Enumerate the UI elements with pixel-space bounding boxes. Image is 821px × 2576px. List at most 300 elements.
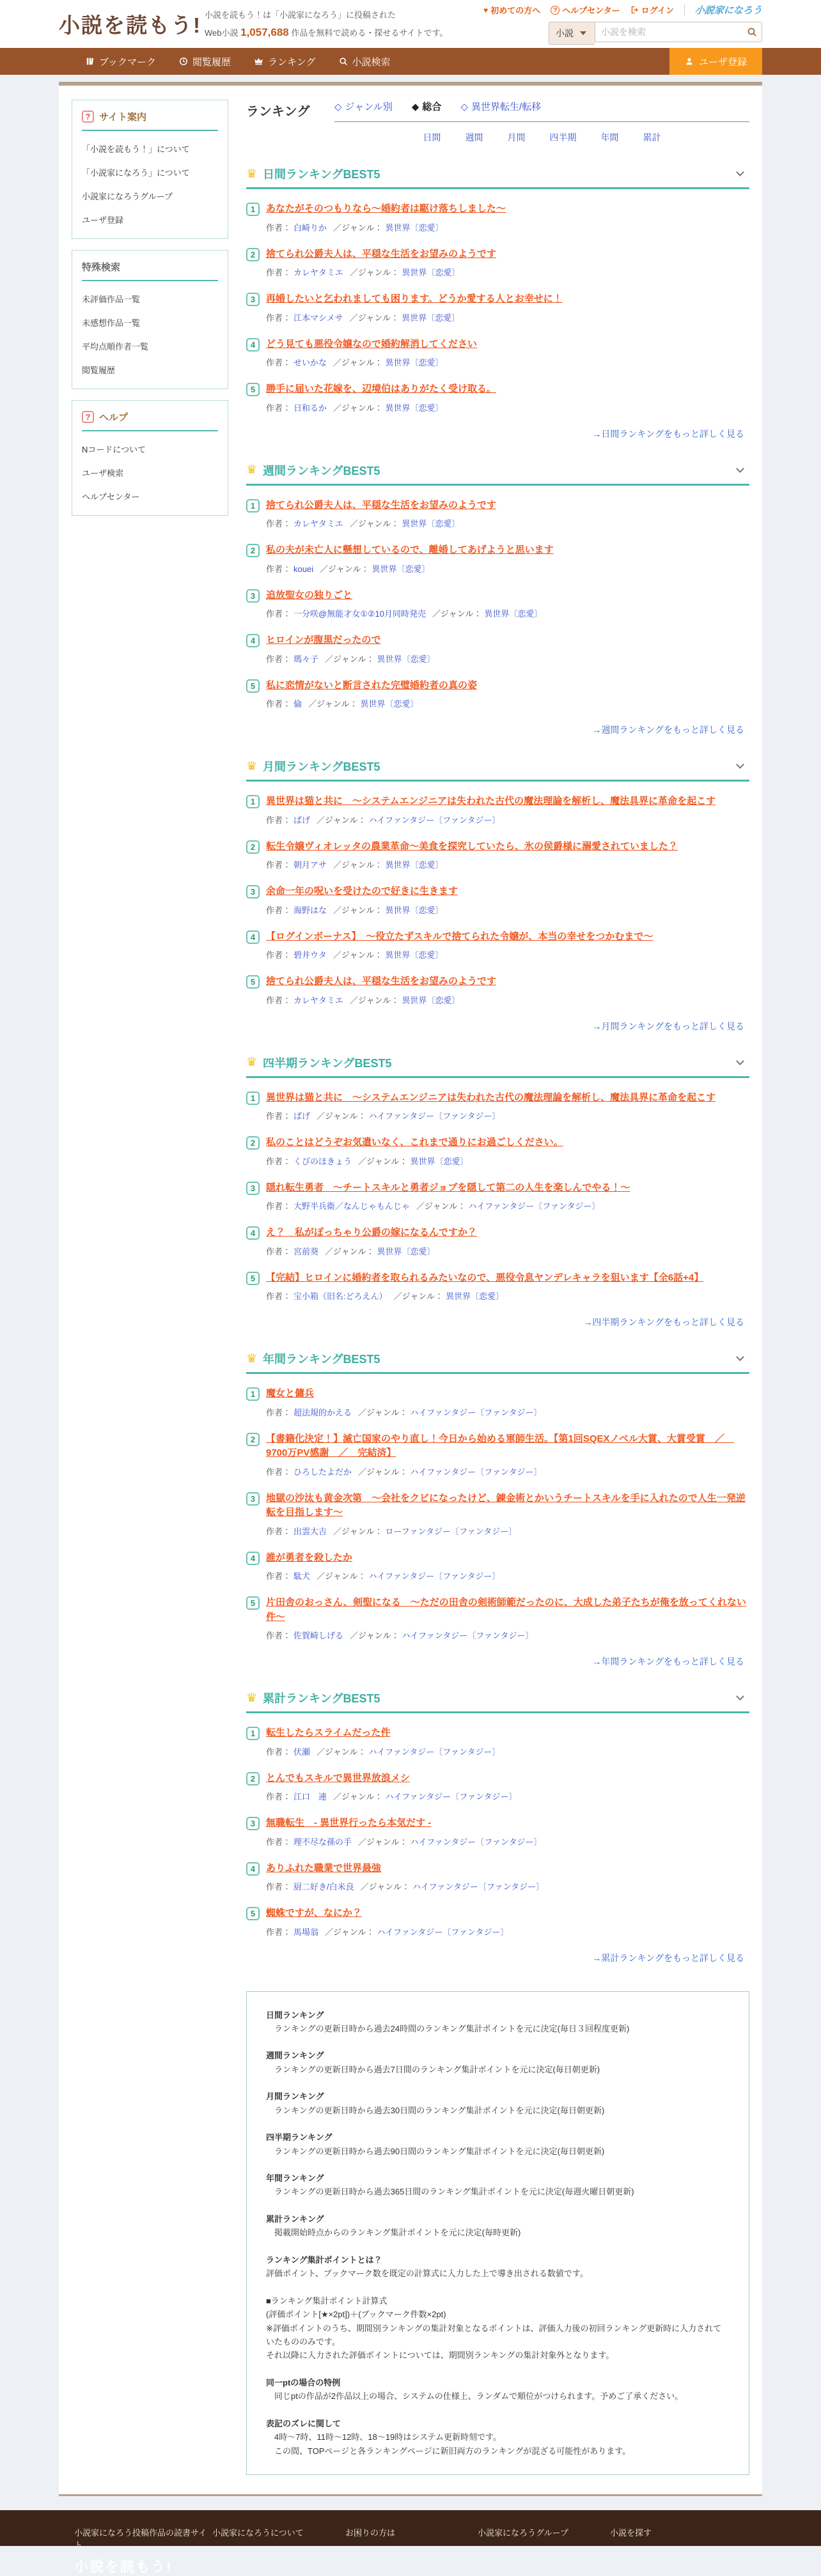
genre-link[interactable]: ハイファンタジー〔ファンタジー〕 (368, 1747, 501, 1757)
sidebar-item-about-narou[interactable]: 「小説家になろう」について (82, 168, 190, 178)
genre-label: ／ジャンル： (349, 995, 400, 1005)
novel-title-link[interactable]: とんでもスキルで異世界放浪メシ (266, 1772, 410, 1784)
author-label: 作者： (266, 609, 292, 619)
genre-link[interactable]: ハイファンタジー〔ファンタジー〕 (412, 1882, 545, 1892)
crown-icon (246, 167, 257, 181)
author-label: 作者： (266, 1837, 292, 1847)
genre-label: ／ジャンル： (333, 905, 383, 915)
author-label: 作者： (266, 403, 292, 413)
info-heading: ■ランキング集計ポイント計算式 (266, 2295, 387, 2306)
genre-label: ／ジャンル： (320, 564, 370, 574)
info-heading: 月間ランキング (266, 2092, 324, 2102)
info-heading: 週間ランキング (266, 2051, 324, 2061)
genre-label: ／ジャンル： (317, 1571, 366, 1581)
author-link[interactable]: 江口 連 (293, 1792, 327, 1801)
author-label: 作者： (266, 268, 292, 277)
ranking-item (246, 337, 749, 369)
ranking-item (246, 202, 749, 233)
genre-link[interactable]: 異世界〔恋愛〕 (360, 699, 419, 709)
crown-icon (246, 1055, 257, 1070)
tagline-line1: 小説を読もう！は「小説家になろう」に投稿された (205, 10, 396, 20)
novel-title-link[interactable]: 勝手に届いた花嫁を、辺境伯はありがたく受け取る。 (266, 383, 497, 394)
novel-title-link[interactable]: 無職転生 - 異世界行ったら本気だす - (266, 1817, 432, 1828)
narou-logo-link[interactable]: 小説家になろう (694, 5, 763, 16)
genre-label: ／ジャンル： (432, 609, 482, 619)
novel-title-link[interactable]: 隠れ転生勇者 ～チートスキルと勇者ジョブを隠して第二の人生を楽しんでやる！～ (266, 1182, 630, 1193)
genre-label: ／ジャンル： (317, 815, 366, 825)
author-link[interactable]: 佐賀崎しげる (293, 1631, 344, 1640)
footer-heading: 小説家になろうグループ (478, 2528, 568, 2538)
more-yearly-link[interactable]: →年間ランキングをもっと詳しく見る (592, 1656, 744, 1667)
genre-label: ／ジャンル： (349, 519, 400, 528)
crown-icon (246, 1352, 257, 1366)
genre-link[interactable]: ハイファンタジー〔ファンタジー〕 (410, 1407, 542, 1417)
author-label: 作者： (266, 905, 292, 915)
author-label: 作者： (266, 1292, 292, 1301)
more-daily-link[interactable]: →日間ランキングをもっと詳しく見る (592, 428, 744, 439)
genre-link[interactable]: ハイファンタジー〔ファンタジー〕 (385, 1792, 517, 1801)
period-tabs (334, 122, 749, 144)
novel-title-link[interactable]: 【完結】ヒロインに婚約者を取られるみたいなので、悪役令息ヤンデレキャラを狙います【全6話+4】 (266, 1272, 704, 1283)
info-line: ランキングの更新日時から過去7日間のランキング集計ポイントを元に決定(毎日朝更新) (274, 2064, 600, 2074)
genre-link[interactable]: ローファンタジー〔ファンタジー〕 (385, 1526, 517, 1536)
genre-label: ／ジャンル： (333, 403, 383, 413)
rank-badge: 1 (246, 1091, 260, 1105)
crown-icon (246, 1691, 257, 1706)
novel-title-link[interactable]: 捨てられ公爵夫人は、平穏な生活をお望みのようです (266, 499, 497, 511)
author-link[interactable]: 大野半兵衛／なんじゃもんじゃ (293, 1201, 410, 1211)
more-weekly-link[interactable]: →週間ランキングをもっと詳しく見る (592, 725, 744, 735)
ranking-item (246, 840, 749, 871)
section-title: 四半期ランキングBEST5 (263, 1056, 392, 1070)
ranking-header (246, 100, 749, 144)
genre-link[interactable]: 異世界〔恋愛〕 (410, 1156, 469, 1166)
genre-label: ／ジャンル： (325, 1246, 375, 1256)
nav-history[interactable]: 閲覧履歴 (179, 55, 231, 68)
ranking-item (246, 1181, 749, 1212)
author-label: 作者： (266, 1246, 292, 1256)
help-center-link[interactable]: ? ヘルプセンター (551, 4, 620, 16)
section-total-ranking (246, 1690, 749, 1964)
info-line: ランキングの更新日時から過去365日間のランキング集計ポイントを元に決定(毎週火曜日朝更新) (274, 2187, 634, 2197)
genre-link[interactable]: ハイファンタジー〔ファンタジー〕 (410, 1837, 542, 1847)
search-icon[interactable] (747, 27, 757, 37)
tab-yearly[interactable]: 年間 (600, 132, 619, 143)
more-monthly-link[interactable]: →月間ランキングをもっと詳しく見る (592, 1021, 744, 1031)
novel-title-link[interactable]: ヒロインが腹黒だったので (266, 635, 381, 645)
author-link[interactable]: 白崎りか (293, 222, 327, 233)
author-link[interactable]: カレヤタミエ (293, 995, 343, 1005)
novel-title-link[interactable]: 転生令嬢ヴィオレッタの農業革命～美食を探究していたら、氷の侯爵様に溺愛されていました？ (266, 840, 678, 852)
genre-link[interactable]: 異世界〔恋愛〕 (402, 312, 460, 323)
ranking-info-box (246, 1991, 749, 2476)
ranking-item (246, 1091, 749, 1122)
ranking-item (246, 543, 749, 575)
rank-badge: 4 (246, 338, 260, 351)
author-label: 作者： (266, 1201, 292, 1211)
genre-label: ／ジャンル： (350, 1631, 400, 1640)
author-link[interactable]: ぱげ (293, 815, 311, 825)
sidebar-item-no-review-list[interactable]: 未感想作品一覧 (82, 318, 141, 328)
author-link[interactable]: 宮前葵 (293, 1246, 319, 1256)
ranking-item (246, 679, 749, 710)
info-heading: 四半期ランキング (266, 2133, 332, 2143)
novel-title-link[interactable]: 追放聖女の独りごと (266, 589, 353, 601)
tab-monthly[interactable]: 月間 (507, 132, 526, 143)
footer-col-about-narou (212, 2526, 345, 2563)
genre-label: ／ジャンル： (333, 222, 383, 233)
novel-title-link[interactable]: 【書籍化決定！】滅亡国家のやり直し！今日から始める軍師生活。【第1回SQEXノベル大賞、大賞受賞 ／ 9700万PV感謝 ／ 完結済】 (266, 1433, 734, 1458)
info-line: 掲載開始時点からのランキング集計ポイントを元に決定(毎時更新) (274, 2228, 521, 2238)
info-heading: 日間ランキング (266, 2010, 324, 2020)
genre-label: ／ジャンル： (360, 1882, 410, 1892)
rank-badge: 4 (246, 1552, 260, 1565)
info-heading: 累計ランキング (266, 2214, 324, 2224)
author-link[interactable]: カレヤタミエ (293, 519, 343, 528)
section-title: 年間ランキングBEST5 (263, 1353, 380, 1366)
ranking-item (246, 975, 749, 1006)
info-line: (評価ポイント[★×2pt])＋(ブックマーク件数×2pt) (266, 2310, 446, 2320)
author-link[interactable]: 馬場翁 (293, 1927, 319, 1937)
novel-title-link[interactable]: あなたがそのつもりなら～婚約者は駆け落ちしました～ (266, 203, 506, 214)
question-icon (82, 111, 94, 123)
crown-icon (246, 759, 257, 774)
rank-badge: 2 (246, 1772, 260, 1785)
diamond-icon (460, 101, 468, 112)
genre-label: ／ジャンル： (358, 1156, 408, 1166)
footer-logo[interactable]: 小説を読もう! (74, 2559, 173, 2575)
genre-label: ／ジャンル： (325, 1927, 375, 1937)
author-link[interactable]: 碧井ウタ (293, 950, 327, 960)
author-link[interactable]: ひろしたよだか (293, 1467, 352, 1477)
sidebar-title: ヘルプ (99, 412, 129, 423)
search-input[interactable] (595, 22, 762, 42)
author-link[interactable]: 瑪々子 (293, 654, 319, 664)
author-link[interactable]: 駄犬 (293, 1571, 311, 1581)
genre-label: ／ジャンル： (333, 860, 383, 870)
content-panel (59, 82, 762, 2496)
footer-heading: お困りの方は (345, 2528, 396, 2538)
tab-quarterly[interactable]: 四半期 (549, 132, 577, 143)
genre-label: ／ジャンル： (317, 1111, 366, 1121)
genre-label: ／ジャンル： (349, 312, 400, 323)
author-label: 作者： (266, 1792, 292, 1801)
footer-col-site (59, 2526, 212, 2575)
novel-title-link[interactable]: 私のことはどうぞお気遣いなく、これまで通りにお過ごしください。 (266, 1137, 563, 1148)
author-link[interactable]: 厨二好き/白米良 (293, 1882, 354, 1892)
rank-badge: 3 (246, 885, 260, 899)
tab-weekly[interactable]: 週間 (465, 132, 483, 143)
info-line: 同じptの作品が2作品以上の場合、システムの仕様上、ランダムで順位がつけられます。予めご了承ください。 (274, 2391, 684, 2402)
footer-col-trouble (345, 2526, 478, 2563)
author-link[interactable]: 海野はな (293, 905, 327, 915)
ranking-item (246, 382, 749, 413)
author-label: 作者： (266, 699, 292, 709)
rank-badge: 1 (246, 499, 260, 513)
top-links (404, 3, 762, 17)
novel-title-link[interactable]: 魔女と傭兵 (266, 1388, 315, 1399)
sidebar-item-history[interactable]: 閲覧履歴 (82, 366, 116, 375)
genre-link[interactable]: 異世界〔恋愛〕 (385, 403, 444, 413)
genre-link[interactable]: 異世界〔恋愛〕 (446, 1292, 504, 1301)
ranking-item (246, 1226, 749, 1257)
footer-col-find-novel (610, 2526, 652, 2563)
main-content (246, 100, 749, 2475)
rank-badge: 4 (246, 634, 260, 647)
tab-overall[interactable]: ◆ 総合 (412, 100, 442, 113)
rank-badge: 2 (246, 248, 260, 261)
novel-title-link[interactable]: え？ 私がぽっちゃり公爵の嫁になるんですか？ (266, 1227, 478, 1238)
tab-isekai-tensei[interactable]: ◇ 異世界転生/転移 (460, 100, 541, 113)
chevron-down-icon[interactable] (736, 465, 744, 473)
ranking-item (246, 1771, 749, 1803)
rank-badge: 4 (246, 930, 260, 944)
chevron-down-icon[interactable] (736, 1353, 744, 1361)
rank-badge: 5 (246, 1272, 260, 1285)
diamond-icon (334, 101, 342, 112)
author-link[interactable]: 出雲大吉 (293, 1526, 327, 1536)
ranking-item (246, 1596, 749, 1641)
bookmark-icon (86, 57, 95, 66)
author-link[interactable]: 伏瀬 (293, 1747, 311, 1757)
beginner-icon (483, 5, 488, 15)
nav-bookmark[interactable]: ブックマーク (86, 55, 156, 68)
nav-novel-search[interactable]: 小説検索 (339, 55, 391, 68)
genre-link[interactable]: 異世界〔恋愛〕 (385, 222, 444, 233)
section-weekly-ranking (246, 462, 749, 737)
genre-link[interactable]: ハイファンタジー〔ファンタジー〕 (468, 1201, 600, 1211)
info-line: ランキングの更新日時から過去30日間のランキング集計ポイントを元に決定(毎日朝更新) (274, 2105, 605, 2115)
rank-badge: 5 (246, 975, 260, 989)
novel-title-link[interactable]: 再婚したいと乞われましても困ります。どうか愛する人とお幸せに！ (266, 293, 563, 304)
rank-badge: 5 (246, 1907, 260, 1920)
chevron-down-icon[interactable] (736, 760, 744, 769)
info-heading: 同一ptの場合の特例 (266, 2377, 341, 2387)
section-title: 日間ランキングBEST5 (263, 168, 380, 181)
ranking-item (246, 247, 749, 279)
genre-link[interactable]: 異世界〔恋愛〕 (402, 268, 460, 277)
nav-ranking[interactable]: ランキング (254, 55, 316, 68)
author-link[interactable]: kouei (293, 564, 314, 574)
sidebar-item-about-yomou[interactable]: 「小説を読もう！」について (82, 144, 190, 154)
genre-label: ／ジャンル： (325, 654, 375, 664)
tab-by-genre[interactable]: ◇ ジャンル別 (334, 100, 393, 113)
genre-link[interactable]: 異世界〔恋愛〕 (385, 905, 444, 915)
ranking-item (246, 1271, 749, 1302)
rank-badge: 2 (246, 544, 260, 557)
author-link[interactable]: 宝小箱（旧名:どろえん） (293, 1292, 387, 1301)
genre-link[interactable]: ハイファンタジー〔ファンタジー〕 (410, 1467, 542, 1477)
rank-badge: 3 (246, 1817, 260, 1830)
genre-label: ／ジャンル： (333, 1792, 383, 1801)
novel-title-link[interactable]: 異世界は猫と共に ～システムエンジニアは失われた古代の魔法理論を解析し、魔法具界に革命を起こす (266, 796, 716, 806)
author-label: 作者： (266, 1526, 292, 1536)
genre-label: ／ジャンル： (332, 950, 383, 960)
ranking-item (246, 1551, 749, 1582)
ranking-item (246, 633, 749, 665)
novel-title-link[interactable]: 捨てられ公爵夫人は、平穏な生活をお望みのようです (266, 976, 497, 987)
ranking-item (246, 1726, 749, 1757)
question-circle-icon (551, 6, 559, 15)
rank-badge: 2 (246, 1136, 260, 1150)
author-label: 作者： (266, 1156, 292, 1166)
genre-link[interactable]: 異世界〔恋愛〕 (377, 1246, 435, 1256)
ranking-item (246, 292, 749, 323)
author-link[interactable]: せいかな (293, 358, 327, 367)
info-line: それ以降に入力された評価ポイントについては、期間別ランキングの集計対象外となります。 (266, 2350, 614, 2361)
main-nav (0, 48, 821, 75)
author-label: 作者： (266, 312, 292, 323)
author-label: 作者： (266, 564, 292, 574)
genre-link[interactable]: 異世界〔恋愛〕 (385, 950, 444, 960)
author-label: 作者： (266, 1747, 292, 1757)
info-line: ※評価ポイントのうち、期間別ランキングの集計対象となるポイントは、評価入力後の初回ランキング更新時に入力されていたもののみです。 (266, 2323, 722, 2347)
section-yearly-ranking (246, 1350, 749, 1668)
genre-link[interactable]: ハイファンタジー〔ファンタジー〕 (377, 1927, 509, 1937)
search-category-select[interactable] (549, 22, 595, 45)
author-label: 作者： (266, 1631, 292, 1640)
sidebar-item-user-search[interactable]: ユーザ検索 (82, 468, 124, 478)
ranking-item (246, 1816, 749, 1847)
search-category-value: 小説 (556, 28, 574, 38)
user-register-button[interactable]: ユーザ登録 (669, 48, 762, 75)
author-label: 作者： (266, 995, 292, 1005)
tab-total[interactable]: 累計 (643, 132, 661, 143)
novel-title-link[interactable]: 地獄の沙汰も黄金次第 ～会社をクビになったけど、錬金術とかいうチートスキルを手に入れたので人生一発逆転を目指します～ (266, 1492, 746, 1518)
author-label: 作者： (266, 222, 292, 233)
rank-badge: 3 (246, 293, 260, 306)
novel-title-link[interactable]: 異世界は猫と共に ～システムエンジニアは失われた古代の魔法理論を解析し、魔法具界に革命を起こす (266, 1091, 716, 1103)
site-footer (0, 2510, 821, 2575)
novel-title-link[interactable]: 蜘蛛ですが、なにか？ (266, 1908, 363, 1918)
rank-badge: 2 (246, 1433, 260, 1446)
sidebar-item-narou-group[interactable]: 小説家になろうグループ (82, 192, 173, 201)
sidebar-item-unrated-list[interactable]: 未評価作品一覧 (82, 295, 141, 304)
rank-badge: 1 (246, 1387, 260, 1401)
author-link[interactable]: ぱげ (293, 1111, 311, 1121)
section-title: 週間ランキングBEST5 (263, 464, 380, 477)
genre-link[interactable]: ハイファンタジー〔ファンタジー〕 (402, 1631, 534, 1640)
author-link[interactable]: くびのほきょう (293, 1156, 352, 1166)
novel-title-link[interactable]: 私の夫が未亡人に懸想しているので、離婚してあげようと思います (266, 544, 554, 555)
novel-title-link[interactable]: 片田舎のおっさん、剣聖になる ～ただの田舎の剣術師範だったのに、大成した弟子たちが俺を放ってくれない件～ (266, 1597, 746, 1623)
divider (684, 4, 685, 16)
novel-title-link[interactable]: 余命一年の呪いを受けたので好きに生きます (266, 886, 458, 897)
chevron-down-icon[interactable] (736, 168, 744, 176)
rank-badge: 2 (246, 840, 260, 854)
search-icon (339, 57, 348, 66)
section-daily-ranking (246, 166, 749, 440)
footer-heading: 小説家になろうについて (212, 2528, 304, 2538)
novel-title-link[interactable]: 転生したらスライムだった件 (266, 1727, 391, 1738)
author-link[interactable]: 倫 (293, 699, 302, 709)
genre-link[interactable]: ハイファンタジー〔ファンタジー〕 (368, 1111, 501, 1121)
genre-link[interactable]: 異世界〔恋愛〕 (484, 609, 543, 619)
genre-label: ／ジャンル： (333, 358, 383, 367)
tab-daily[interactable]: 日間 (423, 132, 441, 143)
author-label: 作者： (266, 519, 292, 528)
sidebar-item-avg-score-authors[interactable]: 平均点順作者一覧 (82, 342, 149, 351)
author-label: 作者： (266, 860, 292, 870)
info-heading: 表記のズレに関して (266, 2418, 341, 2428)
tagline-pre: Web小説 (205, 27, 238, 38)
genre-label: ／ジャンル： (358, 1467, 408, 1477)
sidebar-item-user-register[interactable]: ユーザ登録 (82, 215, 124, 225)
work-count: 1,057,688 (240, 26, 289, 38)
login-link[interactable]: ログイン (630, 4, 674, 16)
site-header (0, 0, 821, 48)
author-link[interactable]: 江本マシメサ (293, 312, 343, 323)
ranking-item (246, 1906, 749, 1938)
author-link[interactable]: 朝月アサ (293, 860, 327, 870)
novel-title-link[interactable]: 誰が勇者を殺したか (266, 1552, 353, 1563)
genre-link[interactable]: 異世界〔恋愛〕 (402, 995, 460, 1005)
author-label: 作者： (266, 1407, 292, 1417)
sidebar (72, 100, 228, 2475)
info-line: ランキングの更新日時から過去90日間のランキング集計ポイントを元に決定(毎日朝更新) (274, 2146, 605, 2156)
genre-link[interactable]: ハイファンタジー〔ファンタジー〕 (368, 1571, 501, 1581)
genre-label: ／ジャンル： (317, 1747, 366, 1757)
question-icon (82, 411, 94, 423)
ranking-item (246, 794, 749, 826)
ranking-item (246, 1387, 749, 1418)
info-line: ランキングの更新日時から過去24時間のランキング集計ポイントを元に決定(毎日３回程度更新) (274, 2023, 630, 2033)
rank-badge: 5 (246, 1596, 260, 1610)
author-link[interactable]: カレヤタミエ (293, 268, 343, 277)
novel-title-link[interactable]: ありふれた職業で世界最強 (266, 1862, 382, 1874)
genre-label: ／ジャンル： (358, 1837, 408, 1847)
novel-title-link[interactable]: どう見ても悪役令嬢なので婚約解消してください (266, 338, 478, 350)
author-label: 作者： (266, 654, 292, 664)
beginners-link[interactable]: ♥ 初めての方へ (483, 4, 540, 16)
novel-title-link[interactable]: 捨てられ公爵夫人は、平穏な生活をお望みのようです (266, 248, 497, 259)
author-link[interactable]: 日和るか (293, 403, 327, 413)
genre-link[interactable]: 異世界〔恋愛〕 (371, 564, 430, 574)
rank-badge: 3 (246, 589, 260, 603)
rank-badge: 4 (246, 1862, 260, 1876)
genre-link[interactable]: 異世界〔恋愛〕 (385, 358, 444, 367)
genre-label: ／ジャンル： (358, 1407, 408, 1417)
novel-title-link[interactable]: 私に恋情がないと断言された完璧婚約者の真の姿 (266, 679, 478, 691)
rank-badge: 5 (246, 383, 260, 396)
more-quarterly-link[interactable]: →四半期ランキングをもっと詳しく見る (583, 1317, 744, 1327)
novel-title-link[interactable]: 【ログインボーナス】 ～役立たずスキルで捨てられた令嬢が、本当の幸せをつかむまで～ (266, 930, 653, 942)
ranking-item (246, 498, 749, 530)
author-link[interactable]: 一分咲@無能才女①②10月同時発売 (293, 609, 426, 619)
site-logo[interactable]: 小説を読もう! (59, 13, 201, 37)
chevron-down-icon[interactable] (736, 1057, 744, 1065)
author-label: 作者： (266, 1467, 292, 1477)
genre-link[interactable]: 異世界〔恋愛〕 (385, 860, 444, 870)
rank-badge: 1 (246, 795, 260, 808)
person-icon (685, 57, 694, 66)
chevron-down-icon (580, 31, 586, 35)
genre-link[interactable]: 異世界〔恋愛〕 (377, 654, 435, 664)
genre-link[interactable]: ハイファンタジー〔ファンタジー〕 (368, 815, 501, 825)
crown-icon (246, 463, 257, 477)
author-link[interactable]: 超法規的かえる (293, 1407, 352, 1417)
sidebar-item-ncode[interactable]: Nコードについて (82, 445, 146, 454)
chevron-down-icon[interactable] (736, 1692, 744, 1701)
sidebar-title: サイト案内 (99, 112, 146, 123)
ranking-item (246, 1432, 749, 1477)
sidebar-item-help-center[interactable]: ヘルプセンター (82, 492, 140, 502)
rank-badge: 1 (246, 1727, 260, 1740)
author-label: 作者： (266, 1927, 292, 1937)
author-link[interactable]: 理不尽な孫の手 (293, 1837, 352, 1847)
genre-link[interactable]: 異世界〔恋愛〕 (402, 519, 460, 528)
more-total-link[interactable]: →累計ランキングをもっと詳しく見る (592, 1952, 744, 1963)
